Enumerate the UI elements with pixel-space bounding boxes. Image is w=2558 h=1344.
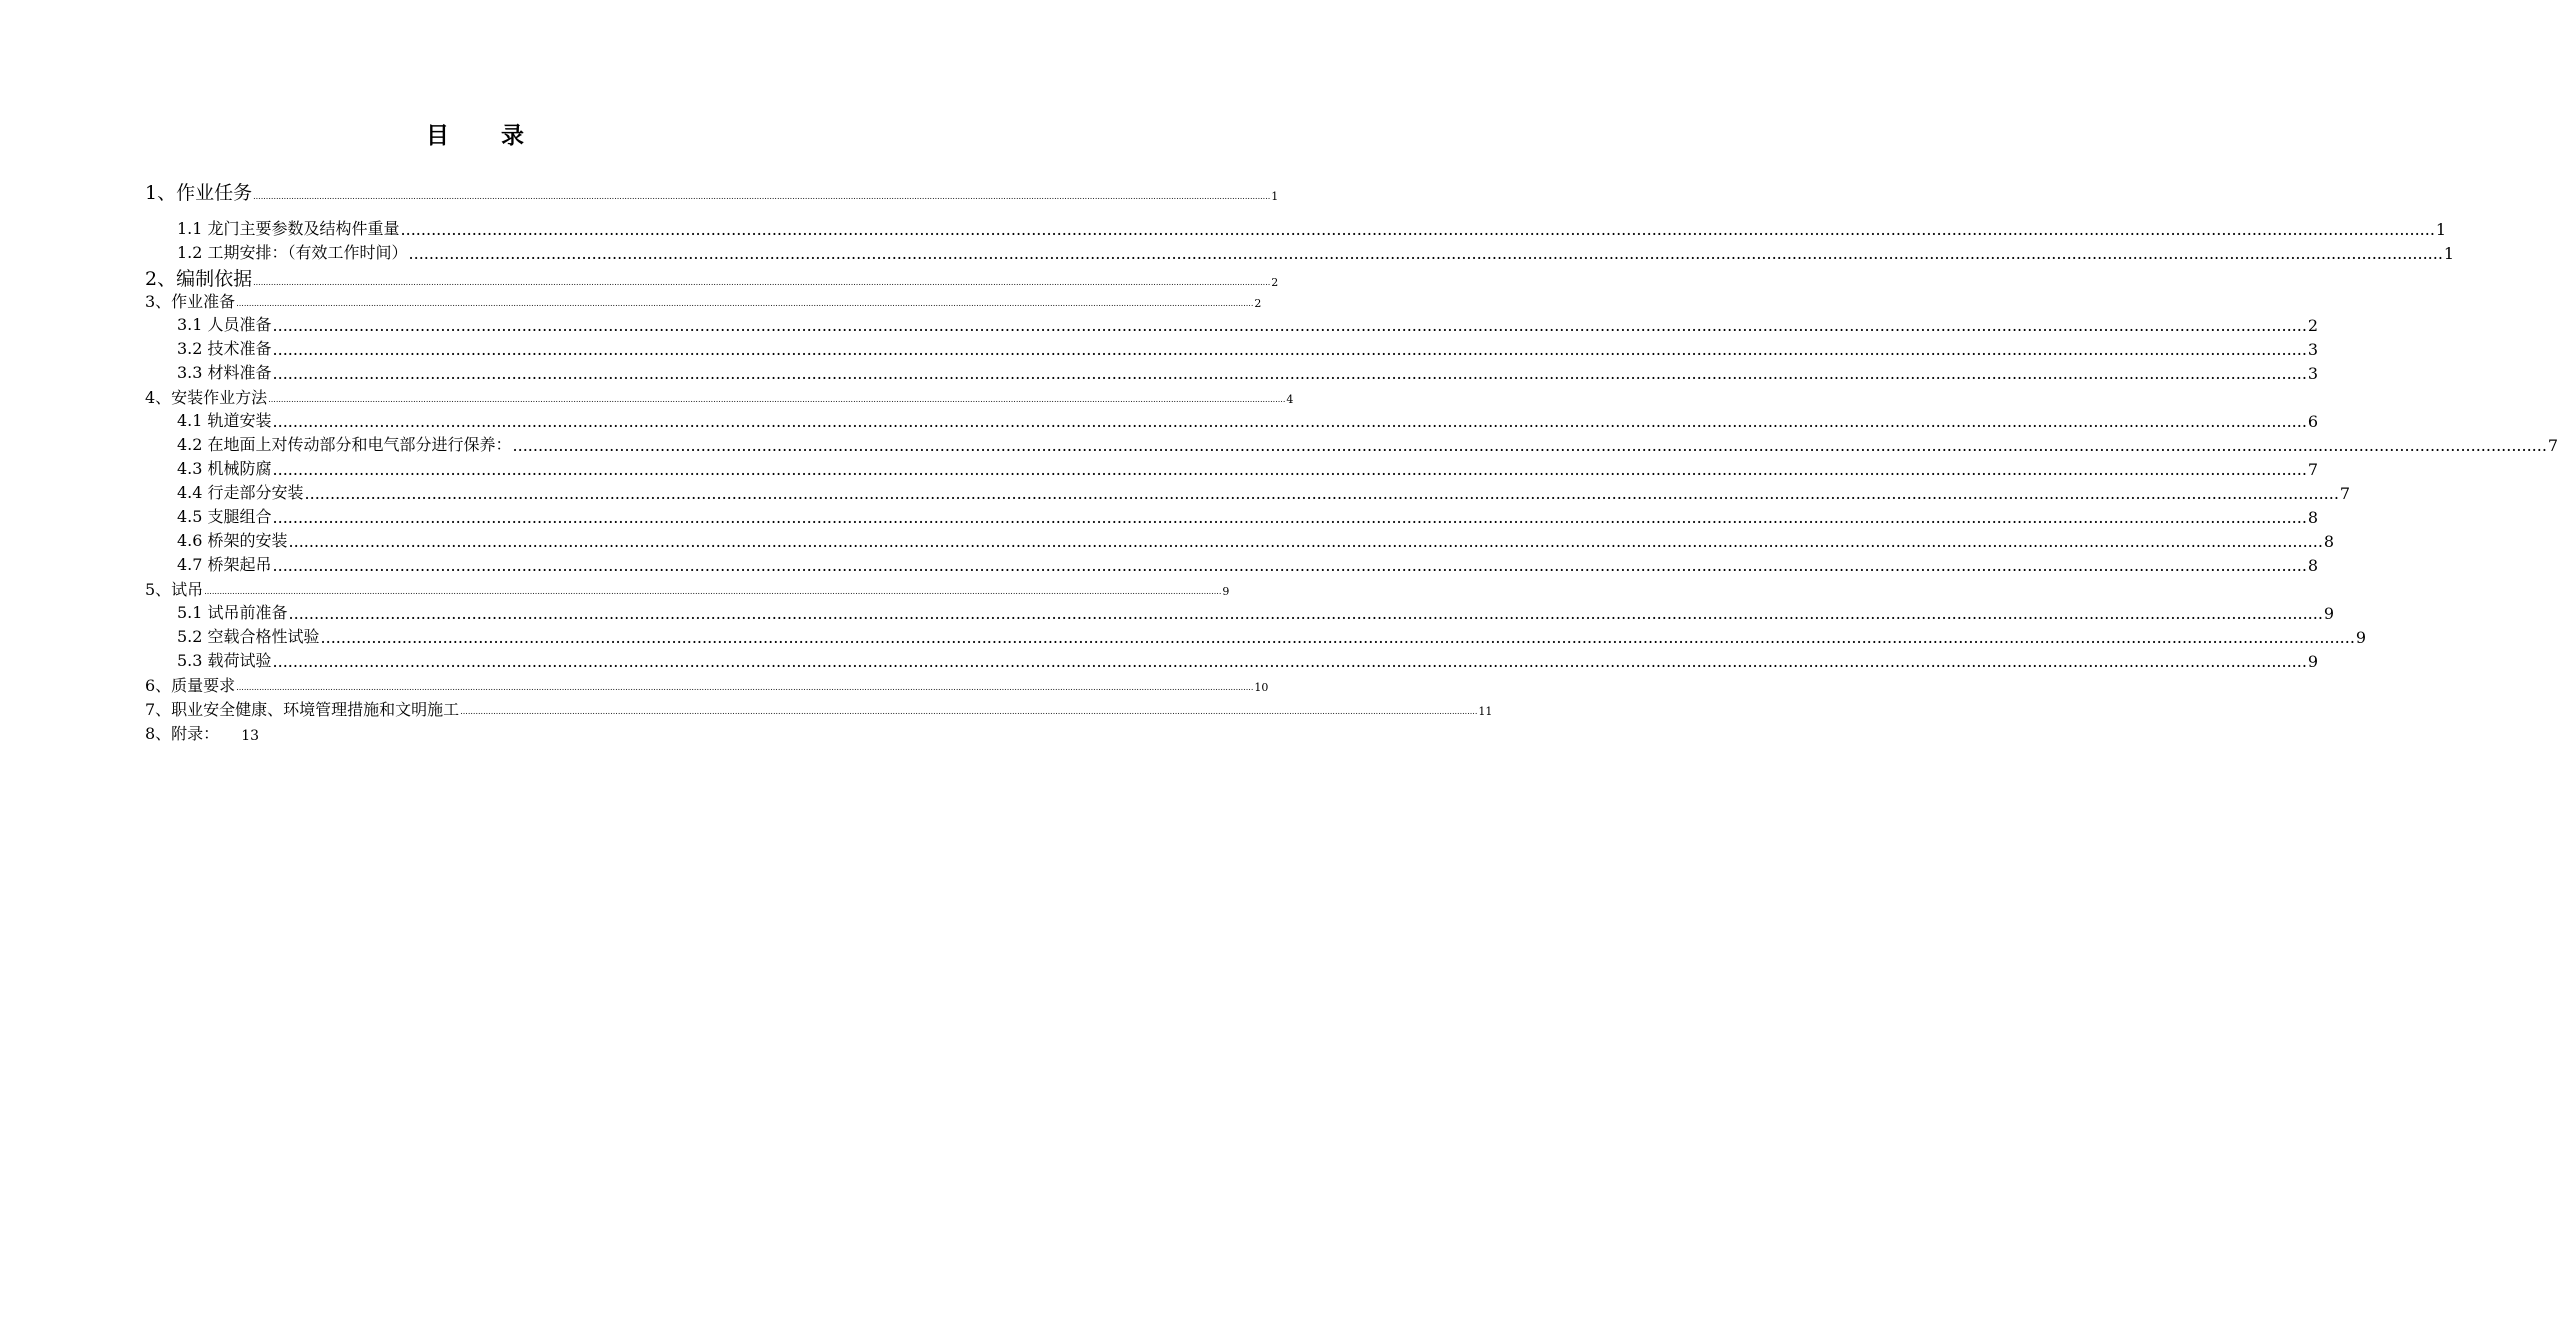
toc-leader: ................................................................................................................................................................................................................................................................................................................................................................................................................ — [272, 412, 2307, 431]
toc-leader: ................................................................................................................................................................................................................................................................................................................................................................................................................ — [253, 278, 1271, 287]
toc-leader: ................................................................................................................................................................................................................................................................................................................................................................................................................ — [320, 628, 2355, 647]
toc-entry-2[interactable] — [145, 264, 1279, 291]
toc-entry-1-1[interactable] — [177, 216, 2447, 239]
toc-entry-4-6[interactable] — [177, 528, 2335, 551]
toc-entry-1[interactable] — [145, 178, 1279, 205]
toc-entry-label: 7、职业安全健康、环境管理措施和文明施工 — [145, 700, 460, 719]
toc-leader: ................................................................................................................................................................................................................................................................................................................................................................................................................ — [400, 220, 2435, 239]
toc-entry-page: 10 — [1254, 681, 1269, 694]
toc-entry-page: 9 — [1222, 585, 1230, 598]
toc-leader: ................................................................................................................................................................................................................................................................................................................................................................................................................ — [304, 484, 2339, 503]
toc-entry-label: 5.1 试吊前准备 — [177, 603, 288, 622]
toc-leader: ................................................................................................................................................................................................................................................................................................................................................................................................................ — [460, 707, 1478, 716]
toc-leader: ................................................................................................................................................................................................................................................................................................................................................................................................................ — [288, 532, 2323, 551]
toc-entry-page: 8 — [2323, 532, 2335, 551]
toc-entry-page: 4 — [1286, 393, 1294, 406]
toc-entry-3-3[interactable] — [177, 360, 2319, 383]
toc-entry-label: 8、附录： — [145, 724, 220, 743]
toc-entry-label: 4.7 桥架起吊 — [177, 555, 272, 574]
toc-entry-4-4[interactable] — [177, 480, 2351, 503]
toc-entry-4-1[interactable] — [177, 408, 2319, 431]
toc-entry-5-3[interactable] — [177, 648, 2319, 671]
toc-entry-4[interactable] — [145, 385, 1294, 408]
toc-leader: ................................................................................................................................................................................................................................................................................................................................................................................................................ — [268, 395, 1286, 404]
toc-title-part1: 目 — [426, 122, 449, 149]
toc-entry-label: 1.1 龙门主要参数及结构件重量 — [177, 219, 400, 238]
toc-leader: ................................................................................................................................................................................................................................................................................................................................................................................................................ — [236, 683, 1254, 692]
toc-leader: ................................................................................................................................................................................................................................................................................................................................................................................................................ — [272, 652, 2307, 671]
toc-entry-label: 4.6 桥架的安装 — [177, 531, 288, 550]
toc-entry-label: 5、试吊 — [145, 580, 204, 599]
toc-entry-4-2[interactable] — [177, 432, 2558, 455]
toc-entry-3-1[interactable] — [177, 312, 2319, 335]
toc-leader: ................................................................................................................................................................................................................................................................................................................................................................................................................ — [272, 556, 2307, 575]
toc-entry-label: 4.2 在地面上对传动部分和电气部分进行保养： — [177, 435, 512, 454]
toc-entry-page: 1 — [2435, 220, 2447, 239]
toc-entry-page: 11 — [1478, 705, 1493, 718]
toc-entry-page: 1 — [1271, 190, 1279, 203]
toc-leader: ................................................................................................................................................................................................................................................................................................................................................................................................................ — [236, 299, 1254, 308]
toc-entry-page: 2 — [1254, 297, 1262, 310]
toc-entry-4-7[interactable] — [177, 552, 2319, 575]
toc-entry-page: 8 — [2307, 556, 2319, 575]
toc-entry-5-2[interactable] — [177, 624, 2367, 647]
toc-entry-page: 7 — [2307, 460, 2319, 479]
toc-entry-3-2[interactable] — [177, 336, 2319, 359]
toc-entry-label: 4.5 支腿组合 — [177, 507, 272, 526]
toc-leader: ................................................................................................................................................................................................................................................................................................................................................................................................................ — [272, 316, 2307, 335]
toc-leader: ................................................................................................................................................................................................................................................................................................................................................................................................................ — [408, 244, 2443, 263]
toc-entry-page: 7 — [2339, 484, 2351, 503]
toc-entry-1-2[interactable] — [177, 240, 2455, 263]
toc-entry-5[interactable] — [145, 577, 1230, 600]
toc-entry-page: 8 — [2307, 508, 2319, 527]
toc-entry-page: 1 — [2443, 244, 2455, 263]
toc-entry-3[interactable] — [145, 289, 1262, 312]
toc-leader: ................................................................................................................................................................................................................................................................................................................................................................................................................ — [204, 587, 1222, 596]
toc-entry-label: 4、安装作业方法 — [145, 388, 268, 407]
toc-leader: ................................................................................................................................................................................................................................................................................................................................................................................................................ — [272, 460, 2307, 479]
toc-leader: ................................................................................................................................................................................................................................................................................................................................................................................................................ — [272, 508, 2307, 527]
toc-leader: ................................................................................................................................................................................................................................................................................................................................................................................................................ — [272, 340, 2307, 359]
toc-entry-label: 1、作业任务 — [145, 182, 253, 204]
toc-leader: ................................................................................................................................................................................................................................................................................................................................................................................................................ — [272, 364, 2307, 383]
toc-entry-7[interactable] — [145, 697, 1493, 720]
toc-title-part2: 录 — [501, 122, 524, 149]
toc-entry-5-1[interactable] — [177, 600, 2335, 623]
toc-entry-label: 3.1 人员准备 — [177, 315, 272, 334]
toc-entry-label: 2、编制依据 — [145, 268, 253, 290]
toc-entry-page: 9 — [2307, 652, 2319, 671]
toc-entry-page: 3 — [2307, 364, 2319, 383]
toc-entry-label: 3.2 技术准备 — [177, 339, 272, 358]
toc-entry-label: 5.3 载荷试验 — [177, 651, 272, 670]
toc-entry-6[interactable] — [145, 673, 1269, 696]
toc-entry-label: 6、质量要求 — [145, 676, 236, 695]
toc-entry-page: 2 — [1271, 276, 1279, 289]
toc-leader: ................................................................................................................................................................................................................................................................................................................................................................................................................ — [512, 436, 2547, 455]
toc-leader: ................................................................................................................................................................................................................................................................................................................................................................................................................ — [253, 192, 1271, 201]
toc-entry-4-3[interactable] — [177, 456, 2319, 479]
toc-entry-label: 3、作业准备 — [145, 292, 236, 311]
toc-leader: ................................................................................................................................................................................................................................................................................................................................................................................................................ — [288, 604, 2323, 623]
toc-entry-page: 9 — [2323, 604, 2335, 623]
toc-entry-label: 4.1 轨道安装 — [177, 411, 272, 430]
toc-entry-4-5[interactable] — [177, 504, 2319, 527]
toc-entry-label: 3.3 材料准备 — [177, 363, 272, 382]
toc-title — [0, 117, 950, 150]
toc-entry-label: 5.2 空载合格性试验 — [177, 627, 320, 646]
toc-entry-page: 7 — [2547, 436, 2558, 455]
toc-entry-label: 4.4 行走部分安装 — [177, 483, 304, 502]
toc-entry-page: 9 — [2355, 628, 2367, 647]
toc-entry-label: 4.3 机械防腐 — [177, 459, 272, 478]
toc-entry-8[interactable] — [145, 721, 812, 744]
toc-entry-page: 2 — [2307, 316, 2319, 335]
toc-entry-label: 1.2 工期安排：（有效工作时间） — [177, 243, 408, 262]
toc-entry-page: 6 — [2307, 412, 2319, 431]
toc-entry-page: 3 — [2307, 340, 2319, 359]
toc-entry-page: 13 — [241, 728, 260, 744]
